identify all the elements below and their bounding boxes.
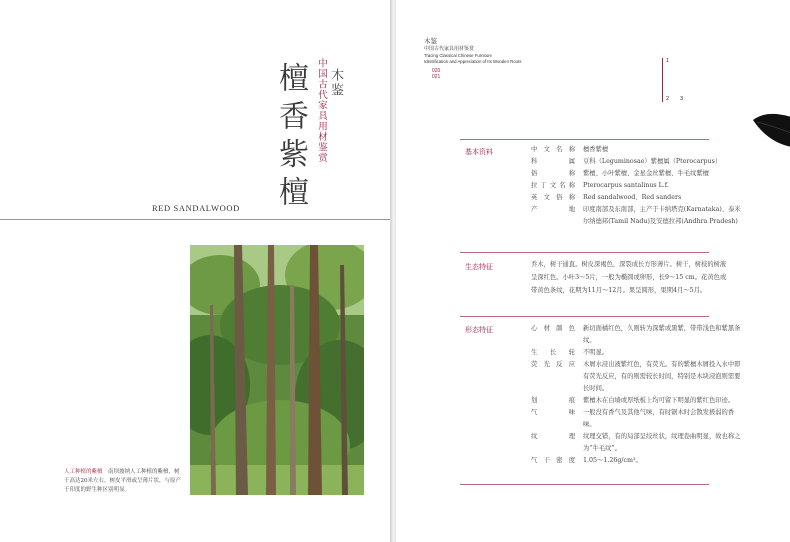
photo-caption bbox=[64, 468, 184, 495]
row-key: 心材颜色 bbox=[531, 325, 575, 332]
row-key: 划 痕 bbox=[531, 397, 575, 404]
title-divider bbox=[0, 219, 390, 220]
info-row bbox=[531, 359, 741, 395]
row-value: 紫檀、小叶紫檀、金星金丝紫檀、牛毛纹紫檀 bbox=[583, 170, 709, 177]
book-title: 木鉴 bbox=[328, 68, 343, 98]
section-label-basic: 基本资料 bbox=[465, 148, 493, 156]
right-page bbox=[396, 0, 790, 542]
row-value: 檀香紫檀 bbox=[583, 146, 609, 153]
row-key: 生长轮 bbox=[531, 349, 575, 356]
info-row bbox=[531, 407, 741, 431]
page-number-right: 021 bbox=[432, 74, 441, 80]
page-number-left: 020 bbox=[432, 68, 441, 74]
book-subtitle: 中国古代家具用材鉴赏 bbox=[316, 58, 327, 163]
info-row bbox=[531, 168, 741, 180]
header-subtitle: 中国古代家具用材鉴赏 bbox=[424, 46, 475, 52]
corner-number-1: 1 bbox=[666, 58, 670, 64]
row-key: 中文名称 bbox=[531, 146, 575, 153]
row-key: 俗 称 bbox=[531, 170, 575, 177]
row-key: 气干密度 bbox=[531, 457, 575, 464]
info-row bbox=[531, 204, 741, 228]
left-page bbox=[0, 0, 390, 542]
leaf-decoration bbox=[751, 110, 790, 150]
english-title: RED SANDALWOOD bbox=[152, 203, 240, 213]
header-english-line2: Identification and Appreciation of Its Wooden Roots bbox=[424, 59, 522, 64]
section-rule-bottom bbox=[460, 484, 709, 485]
row-key: 纹 理 bbox=[531, 433, 575, 440]
page-numbers bbox=[432, 68, 440, 80]
info-row bbox=[531, 431, 741, 455]
info-row bbox=[531, 395, 741, 407]
page-title: 檀香紫檀 bbox=[273, 62, 308, 214]
header-title: 木鉴 bbox=[424, 37, 437, 45]
row-value: Pterocarpus santalinus L.f. bbox=[583, 182, 669, 189]
info-row bbox=[531, 144, 741, 156]
morphology-list bbox=[531, 323, 741, 467]
section-label-ecology: 生态特征 bbox=[465, 263, 493, 271]
info-row bbox=[531, 347, 741, 359]
row-value: Red sandalwood、Red sanders bbox=[583, 194, 682, 201]
ecology-text: 乔木，树干通直。树皮深褐色，深裂成长方形薄片。树干，树枝的树液呈深红色。小叶3～5片，一般为椭圆或卵形，长9～15 cm。花黄色或带黄色条纹，花期为11月～12月。果呈圆形，果期4月～5月。 bbox=[531, 261, 727, 294]
corner-marker-line bbox=[662, 58, 663, 102]
info-row bbox=[531, 192, 741, 204]
corner-number-2: 2 bbox=[666, 96, 670, 102]
caption-highlight: 人工种植的紫檀 bbox=[64, 469, 103, 475]
row-value: 木屑水浸出液紫红色，有荧光。有的紫檀木屑投入水中即有荧光反应，有的则需较长时间，特别是木块浸泡则需要长时间。 bbox=[583, 361, 741, 392]
row-value: 纹理交错，有的局部呈绞丝状，纹理卷曲明显，故也称之为“牛毛纹”。 bbox=[583, 433, 741, 452]
section-rule bbox=[460, 139, 709, 140]
row-value: 豆科（Leguminosae）紫檀属（Pterocarpus） bbox=[583, 158, 722, 165]
row-value: 1.05～1.26g/cm³。 bbox=[583, 457, 642, 464]
row-value: 不明显。 bbox=[583, 349, 609, 356]
row-key: 拉丁文名称 bbox=[531, 182, 575, 189]
row-value: 新切面橘红色，久则转为深紫或黑紫，带带浅色和紫黑条纹。 bbox=[583, 325, 741, 344]
row-value: 紫檀木在白墙或厚纸板上均可留下明显的紫红色印迹。 bbox=[583, 397, 735, 404]
row-key: 荧光反应 bbox=[531, 361, 575, 368]
corner-number-3: 3 bbox=[680, 96, 684, 102]
row-key: 英文俗称 bbox=[531, 194, 575, 201]
row-key: 科 属 bbox=[531, 158, 575, 165]
info-row bbox=[531, 156, 741, 168]
section-rule bbox=[460, 252, 709, 253]
info-row bbox=[531, 323, 741, 347]
forest-photo bbox=[190, 245, 364, 495]
info-row bbox=[531, 455, 741, 467]
section-label-morphology: 形态特征 bbox=[465, 326, 493, 334]
row-key: 产 地 bbox=[531, 206, 575, 213]
header-english-line1: Tracing Classical Chinese Furniture bbox=[424, 53, 492, 58]
basic-info-list bbox=[531, 144, 741, 228]
row-key: 气 味 bbox=[531, 409, 575, 416]
caption-text: 南坝坡纳人工种植的紫檀，树干高达20米左右，树皮平滑或呈薄片状，与原产于印度的野生种区别明显。 bbox=[64, 469, 182, 493]
section-rule bbox=[460, 316, 709, 317]
row-value: 一般没有香气及其他气味，有时锯木时会散发极弱的香味。 bbox=[583, 409, 735, 428]
row-value: 印度南部及东南部，主产于卡纳塔克(Karnataka)、泰米尔纳德邦(Tamil Nadu)及安德拉邦(Andhra Pradesh) bbox=[583, 206, 741, 225]
info-row bbox=[531, 180, 741, 192]
